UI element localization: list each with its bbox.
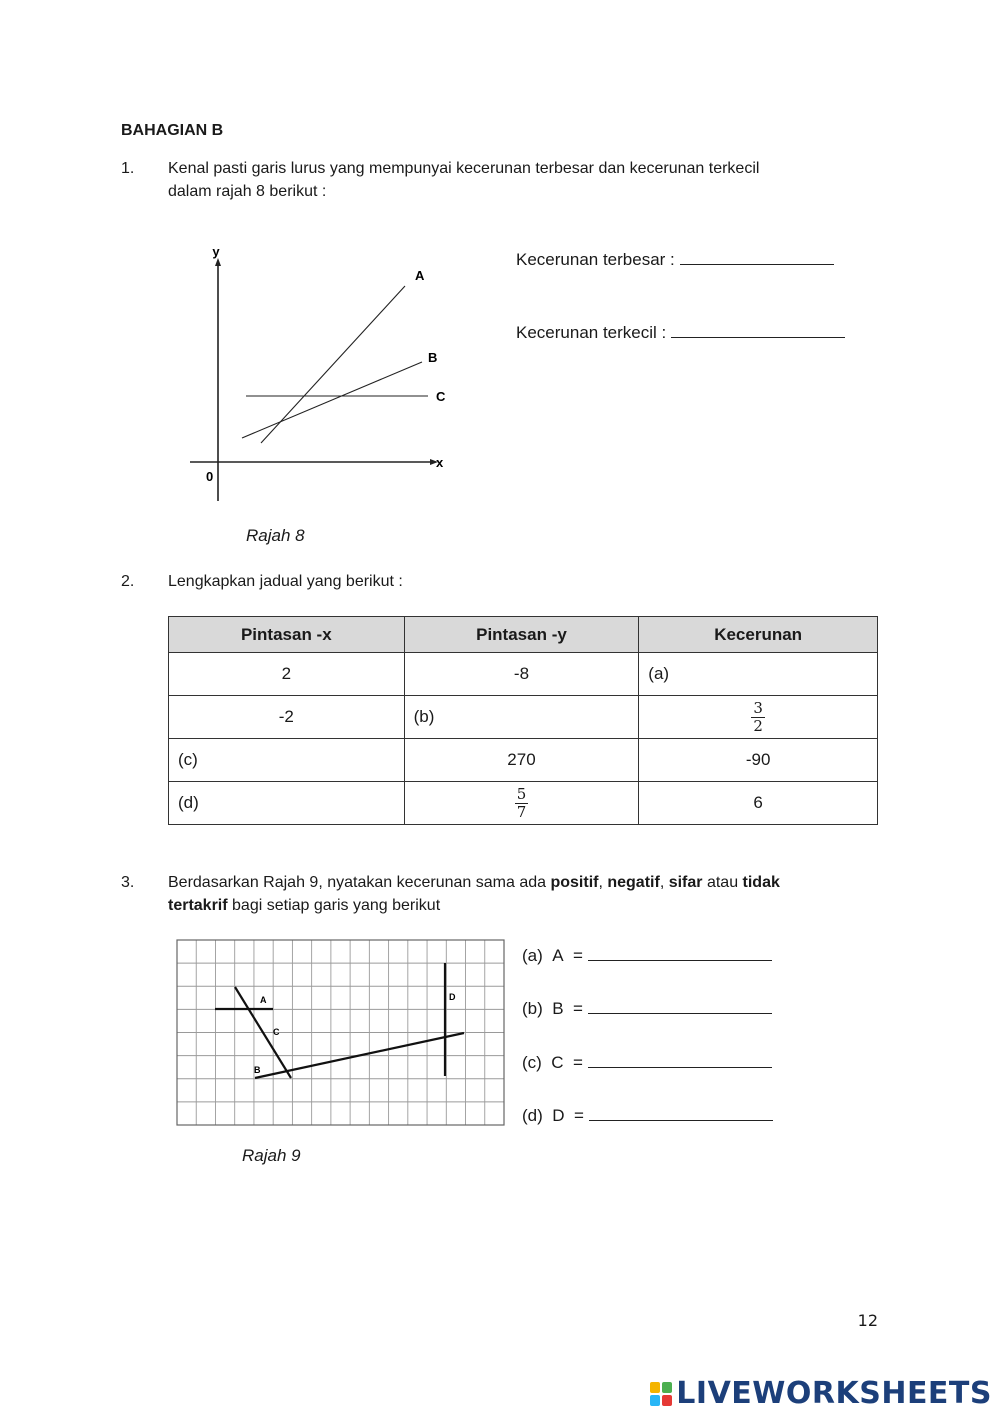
cell-gradient: -90 — [639, 739, 878, 782]
largest-gradient-label: Kecerunan terbesar : — [516, 250, 675, 269]
question-1-text-line1: Kenal pasti garis lurus yang mempunyai kecerunan terbesar dan kecerunan terkecil — [168, 160, 760, 177]
answer-equals: = — [573, 1106, 584, 1125]
answer-line-name: D — [552, 1106, 565, 1125]
grid-lines — [177, 940, 504, 1125]
word-tertakrif: tertakrif — [168, 897, 228, 914]
header-y-intercept: Pintasan -y — [404, 617, 639, 653]
answer-part: (d) — [522, 1106, 543, 1125]
answer-row-c — [522, 1053, 772, 1073]
answer-part: (b) — [522, 999, 543, 1018]
cell-y-blank[interactable]: (b) — [404, 696, 639, 739]
cell-gradient-blank[interactable]: (a) — [639, 653, 878, 696]
brand-name: LIVEWORKSHEETS — [676, 1376, 992, 1411]
q3-text-start: Berdasarkan Rajah 9, nyatakan kecerunan sama ada — [168, 874, 551, 891]
rajah-9-grid — [175, 938, 507, 1128]
question-3-number: 3. — [121, 874, 135, 891]
question-1-text — [168, 157, 888, 203]
answer-line-name: C — [551, 1053, 564, 1072]
table-row — [169, 782, 878, 825]
word-positif: positif — [550, 874, 599, 891]
line-a — [261, 286, 405, 443]
smallest-gradient-label: Kecerunan terkecil : — [516, 323, 667, 342]
fraction-denominator: 7 — [516, 802, 527, 821]
cell-x: -2 — [169, 696, 405, 739]
cell-gradient-fraction — [639, 696, 878, 739]
q3-sep1: , — [598, 874, 608, 891]
word-tidak: tidak — [742, 874, 780, 891]
cell-gradient: 6 — [639, 782, 878, 825]
fraction-numerator: 5 — [516, 784, 527, 803]
answer-row-b — [522, 999, 772, 1019]
question-2-text: Lengkapkan jadual yang berikut : — [168, 573, 403, 590]
cell-x-blank[interactable]: (c) — [169, 739, 405, 782]
table-header-row — [169, 617, 878, 653]
y-axis-arrow — [215, 258, 221, 266]
answer-blank-a[interactable] — [588, 946, 772, 961]
header-gradient: Kecerunan — [639, 617, 878, 653]
x-axis-label: x — [436, 455, 444, 470]
answer-equals: = — [573, 1053, 583, 1072]
grid-label-d: D — [449, 992, 456, 1002]
origin-label: 0 — [206, 469, 214, 484]
table-row — [169, 739, 878, 782]
q3-sep2: , — [659, 874, 669, 891]
grid-label-a: A — [260, 995, 267, 1005]
answer-line-name: B — [552, 999, 564, 1018]
word-negatif: negatif — [607, 874, 660, 891]
largest-gradient-row — [516, 250, 834, 270]
liveworksheets-logo-icon — [650, 1382, 672, 1406]
page-number: 12 — [857, 1311, 878, 1330]
line-b-label: B — [428, 350, 438, 365]
line-c-label: C — [436, 389, 446, 404]
cell-y: -8 — [404, 653, 639, 696]
intercept-table — [168, 616, 878, 825]
fraction — [751, 700, 765, 735]
answer-part: (c) — [522, 1053, 542, 1072]
rajah-9-caption: Rajah 9 — [242, 1146, 301, 1165]
answer-row-a — [522, 946, 772, 966]
grid-label-b: B — [254, 1065, 261, 1075]
cell-y: 270 — [404, 739, 639, 782]
cell-y-fraction — [404, 782, 639, 825]
q3-text-end: bagi setiap garis yang berikut — [227, 897, 441, 914]
answer-equals: = — [573, 946, 583, 965]
cell-x: 2 — [169, 653, 405, 696]
smallest-gradient-row — [516, 323, 845, 343]
q3-text-atau: atau — [702, 874, 743, 891]
liveworksheets-brand[interactable] — [650, 1376, 992, 1411]
answer-blank-c[interactable] — [588, 1053, 772, 1068]
answer-line-name: A — [552, 946, 564, 965]
table-row — [169, 653, 878, 696]
word-sifar: sifar — [668, 874, 703, 891]
fraction-numerator: 3 — [753, 698, 763, 717]
line-a-label: A — [415, 268, 425, 283]
cell-x-blank[interactable]: (d) — [169, 782, 405, 825]
question-3-text — [168, 871, 888, 917]
largest-gradient-blank[interactable] — [680, 250, 834, 265]
question-1-text-line2: dalam rajah 8 berikut : — [168, 183, 327, 200]
grid-label-c: C — [273, 1027, 280, 1037]
rajah-8-caption: Rajah 8 — [246, 526, 305, 545]
header-x-intercept: Pintasan -x — [169, 617, 405, 653]
y-axis-label: y — [212, 244, 220, 259]
answer-row-d — [522, 1106, 773, 1126]
rajah-8-graph — [180, 236, 470, 508]
line-b — [242, 362, 422, 438]
fraction — [515, 786, 529, 821]
table-row — [169, 696, 878, 739]
smallest-gradient-blank[interactable] — [671, 323, 845, 338]
question-2-number: 2. — [121, 573, 135, 590]
answer-part: (a) — [522, 946, 543, 965]
answer-blank-d[interactable] — [589, 1106, 773, 1121]
answer-equals: = — [573, 999, 583, 1018]
section-title: BAHAGIAN B — [121, 122, 224, 139]
fraction-denominator: 2 — [753, 716, 763, 735]
question-1-number: 1. — [121, 160, 135, 177]
answer-blank-b[interactable] — [588, 999, 772, 1014]
